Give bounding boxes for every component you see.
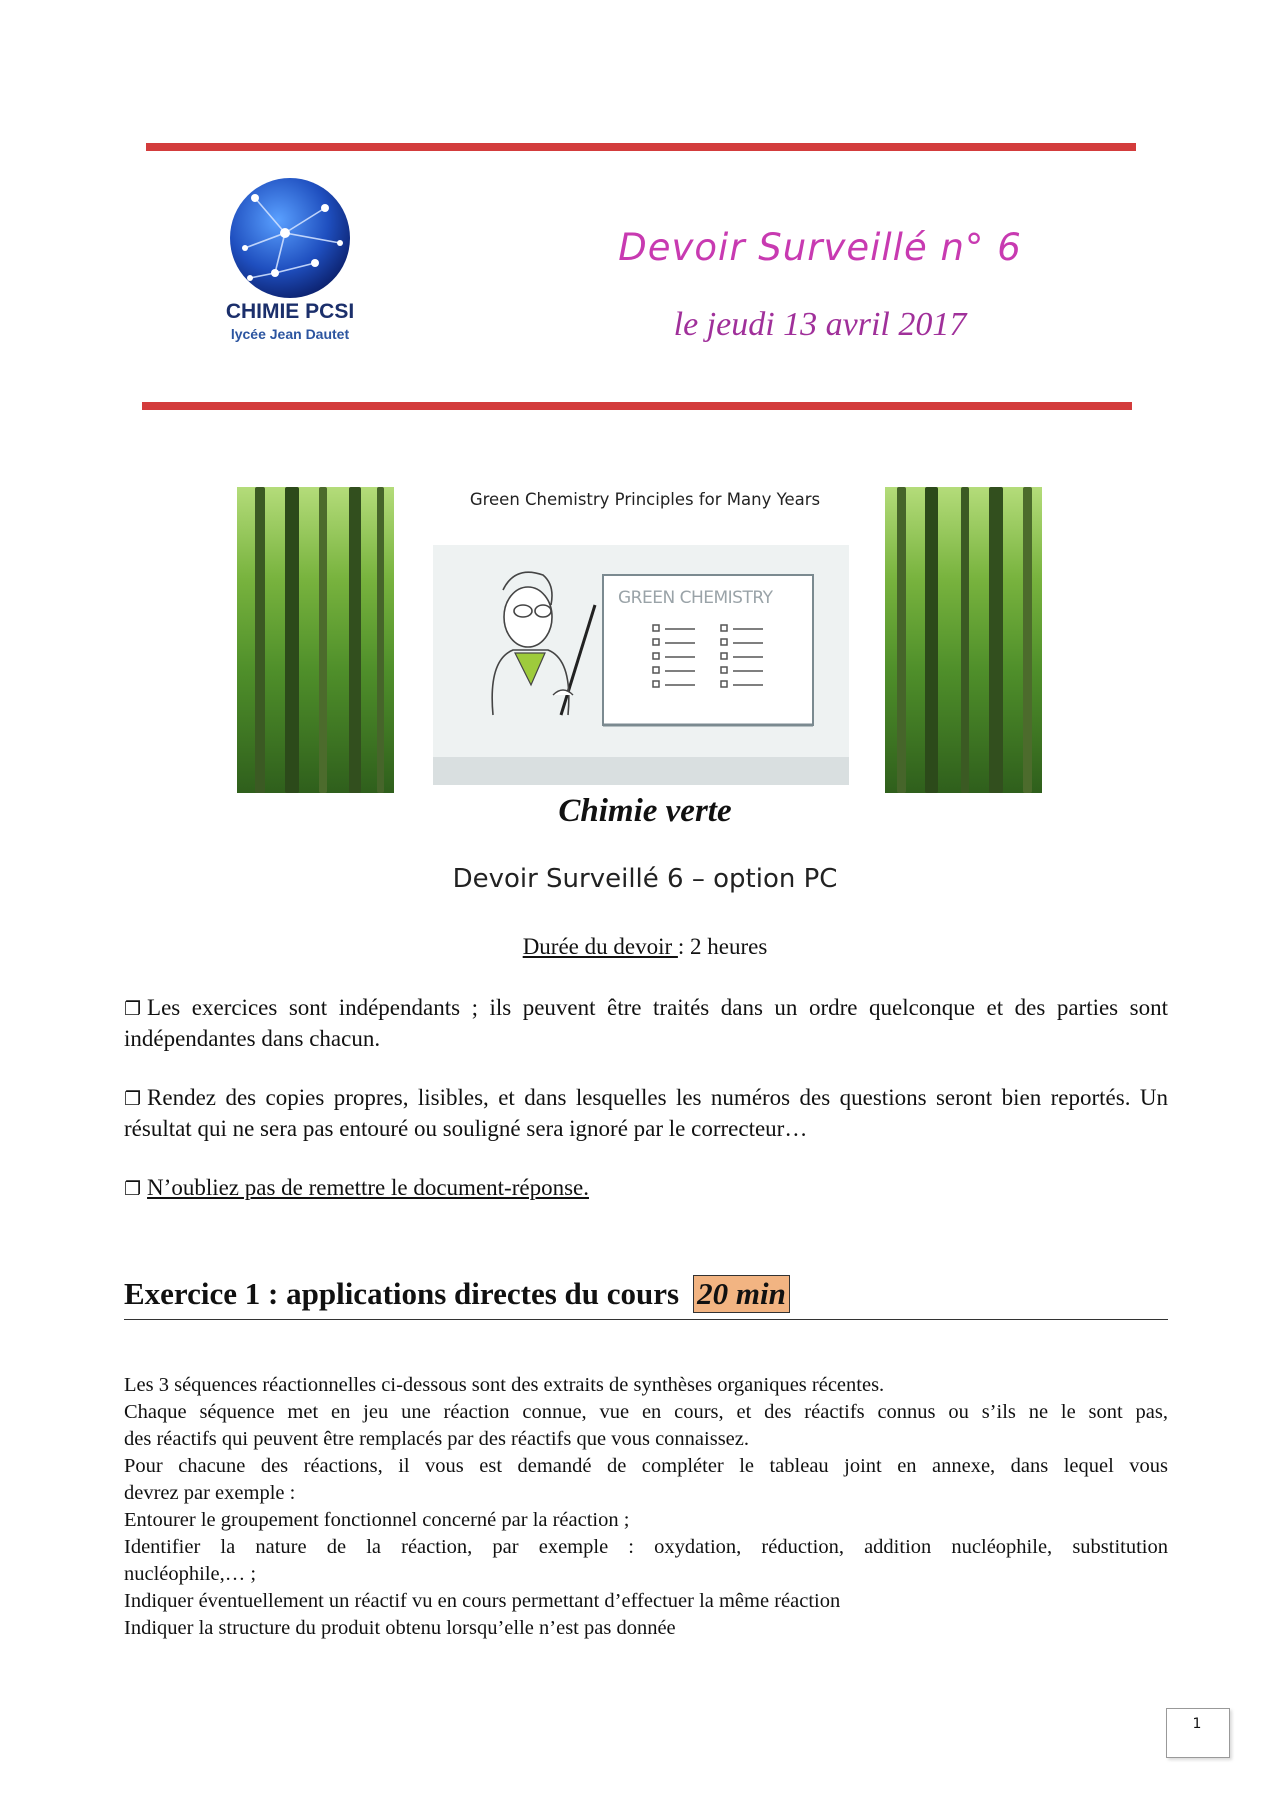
forest-image-left (237, 487, 394, 793)
exercise-line: Les 3 séquences réactionnelles ci-dessous sont des extraits de synthèses organiques récentes. (124, 1374, 885, 1396)
board-label: GREEN CHEMISTRY (618, 588, 773, 608)
exam-subtitle: Devoir Surveillé 6 – option PC (452, 864, 838, 894)
logo-title: CHIMIE PCSI (225, 300, 355, 323)
exercise-line: Entourer le groupement fonctionnel concerné par la réaction ; (124, 1509, 630, 1531)
exercise-line: devrez par exemple : (124, 1482, 296, 1504)
checkbox-bullet-icon: ❐ (124, 1178, 142, 1200)
checkbox-bullet-icon: ❐ (124, 998, 142, 1020)
exam-duration (300, 934, 990, 960)
exercise-heading (124, 1275, 790, 1313)
forest-image-right (885, 487, 1042, 793)
exercise-line: nucléophile,… ; (124, 1563, 257, 1585)
green-chemistry-illustration (433, 545, 849, 785)
exercise-line: Pour chacune des réactions, il vous est demandé de compléter le tableau joint en annexe, dans lequel vous (124, 1455, 1168, 1477)
exercise-heading-rule (124, 1319, 1168, 1320)
section-title: Chimie verte (558, 793, 732, 829)
exercise-time-badge: 20 min (693, 1275, 790, 1313)
exercise-title: Exercice 1 : applications directes du cours (124, 1276, 680, 1311)
exercise-line: Chaque séquence met en jeu une réaction connue, vue en cours, et des réactifs connus ou s’ils ne le sont pas, (124, 1401, 1168, 1423)
page-number: 1 (1192, 1716, 1202, 1732)
header-bottom-rule (142, 402, 1132, 410)
header-top-rule (146, 143, 1136, 151)
checkbox-bullet-icon: ❐ (124, 1088, 142, 1110)
exam-date: le jeudi 13 avril 2017 (673, 306, 967, 343)
exercise-line: Indiquer éventuellement un réactif vu en cours permettant d’effectuer la même réaction (124, 1590, 841, 1612)
instruction-2: ❐ Rendez des copies propres, lisibles, et dans lesquelles les numéros des questions seront bien reportés. Un résultat qui ne sera pas entouré ou souligné sera ignoré par le correcteur… (124, 1085, 1168, 1141)
exercise-line: Identifier la nature de la réaction, par exemple : oxydation, réduction, addition nucléophile, substitution (124, 1536, 1168, 1558)
duration-label: Durée du devoir (522, 934, 678, 959)
illustration-caption: Green Chemistry Principles for Many Years (469, 490, 821, 509)
exercise-line: des réactifs qui peuvent être remplacés par des réactifs que vous connaissez. (124, 1428, 749, 1450)
duration-value: : 2 heures (677, 934, 768, 959)
logo-subtitle: lycée Jean Dautet (230, 326, 350, 342)
instruction-3: ❐ N’oubliez pas de remettre le document-réponse. (124, 1175, 589, 1200)
exercise-line: Indiquer la structure du produit obtenu lorsqu’elle n’est pas donnée (124, 1617, 676, 1639)
instruction-1: ❐ Les exercices sont indépendants ; ils peuvent être traités dans un ordre quelconque et des parties sont indépendantes dans chacun. (124, 995, 1168, 1051)
exam-title: Devoir Surveillé n° 6 (618, 226, 1022, 269)
